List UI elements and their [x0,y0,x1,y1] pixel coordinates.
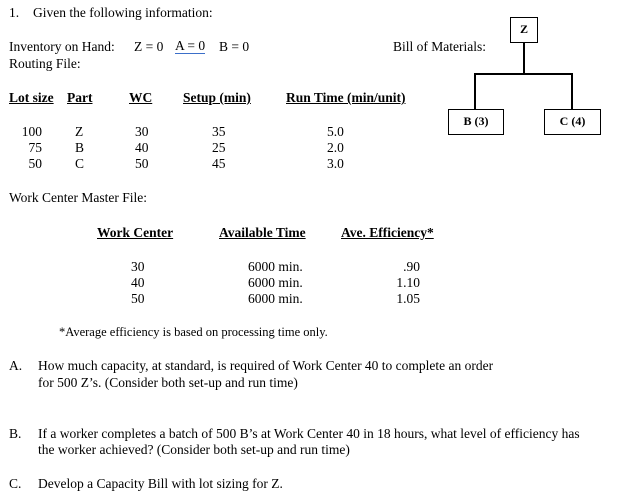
routing-lot: 100 [21,124,42,139]
part-c-line-1: Develop a Capacity Bill with lot sizing for Z. [38,476,283,491]
wc-number: 50 [131,291,145,306]
bom-connector-left [474,73,476,110]
wc-efficiency: 1.10 [396,275,420,290]
routing-part: B [75,140,85,155]
routing-run: 3.0 [327,156,344,171]
routing-wc: 50 [135,156,149,171]
question-intro: Given the following information: [33,5,213,20]
wc-header-work-center: Work Center [97,225,174,240]
wc-number: 40 [131,275,145,290]
bom-connector-right [571,73,573,110]
wc-number: 30 [131,259,145,274]
inventory-b: B = 0 [219,39,250,54]
bom-connector-vertical [523,43,525,74]
routing-wc: 30 [135,124,149,139]
routing-part: C [75,156,85,171]
part-a-letter: A. [9,358,23,373]
wc-master-title: Work Center Master File: [9,190,148,205]
routing-header-run-time: Run Time (min/unit) [286,90,406,105]
bom-title: Bill of Materials: [393,39,486,54]
routing-header-setup: Setup (min) [183,90,251,105]
part-b-letter: B. [9,426,22,441]
inventory-a: A = 0 [175,38,206,53]
routing-run: 2.0 [327,140,344,155]
part-b-line-2: the worker achieved? (Consider both set-up and run time) [38,442,350,457]
part-a-line-1: How much capacity, at standard, is required of Work Center 40 to complete an order [38,358,494,373]
wc-available-time: 6000 min. [248,291,303,306]
efficiency-footnote: *Average efficiency is based on processing time only. [59,325,328,339]
bom-connector-horizontal [474,73,572,75]
routing-wc: 40 [135,140,149,155]
routing-header-part: Part [67,90,93,105]
wc-header-efficiency: Ave. Efficiency* [341,225,434,240]
routing-part: Z [75,124,84,139]
wc-available-time: 6000 min. [248,275,303,290]
bom-node-b: B (3) [448,109,504,135]
wc-header-available-time: Available Time [219,225,306,240]
question-number: 1. [9,5,20,20]
wc-available-time: 6000 min. [248,259,303,274]
routing-header-wc: WC [129,90,153,105]
routing-setup: 45 [212,156,226,171]
part-a-line-2: for 500 Z’s. (Consider both set-up and run time) [38,375,298,390]
bom-node-c: C (4) [544,109,601,135]
part-b-line-1: If a worker completes a batch of 500 B’s at Work Center 40 in 18 hours, what level of efficiency has [38,426,580,441]
inventory-z: Z = 0 [134,39,164,54]
inventory-label: Inventory on Hand: [9,39,115,54]
bom-node-z: Z [510,17,538,43]
routing-setup: 25 [212,140,226,155]
part-c-letter: C. [9,476,22,491]
routing-setup: 35 [212,124,226,139]
wc-efficiency: 1.05 [396,291,420,306]
routing-header-lot-size: Lot size [9,90,54,105]
wc-efficiency: .90 [403,259,420,274]
routing-label: Routing File: [9,56,81,71]
routing-lot: 50 [28,156,42,171]
routing-lot: 75 [28,140,42,155]
routing-run: 5.0 [327,124,344,139]
